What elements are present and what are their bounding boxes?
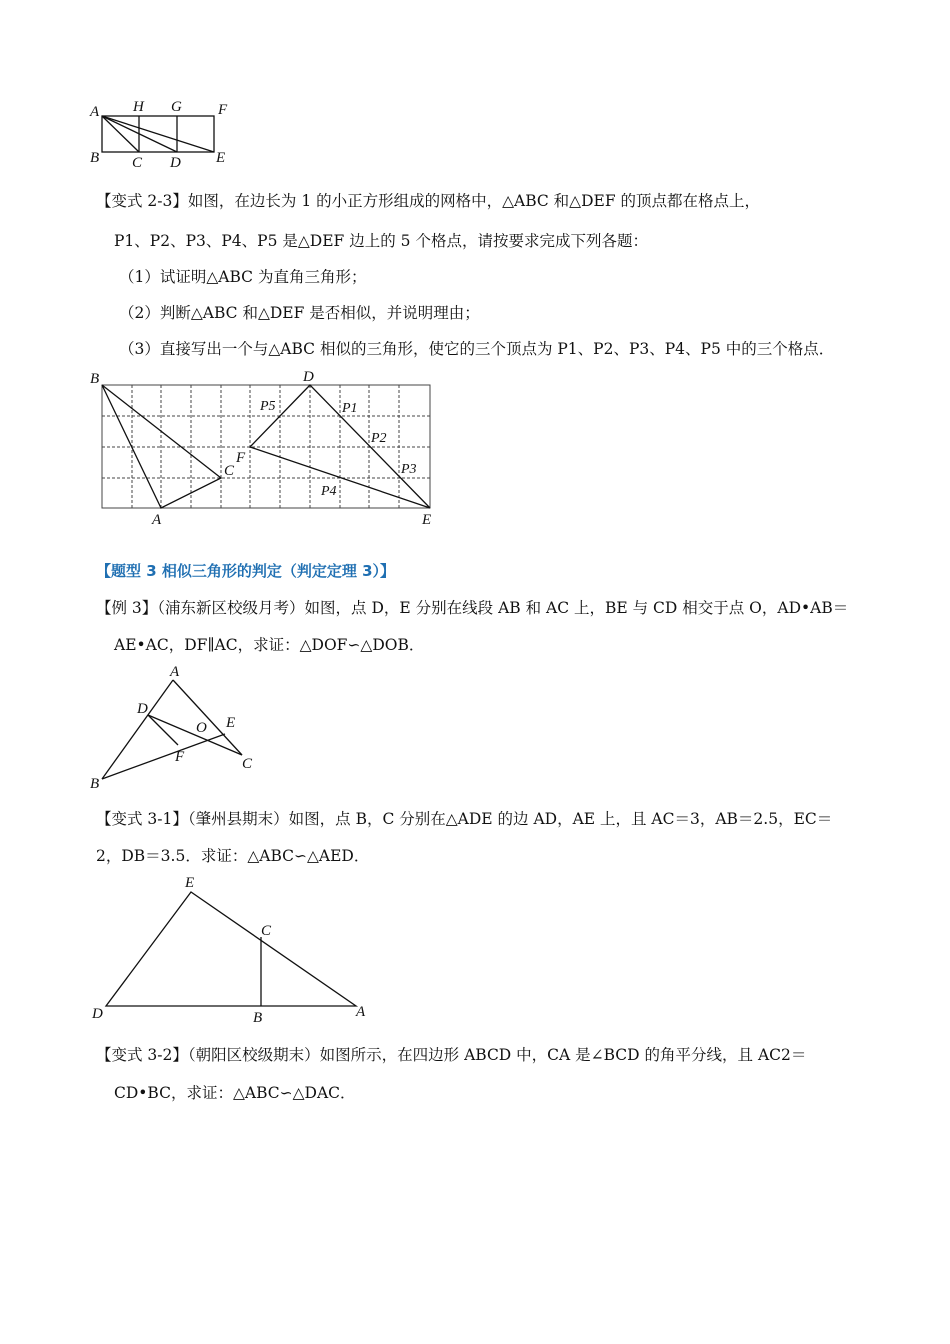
variant-text: 如图，在边长为 1 的小正方形组成的网格中，△ABC 和△DEF 的顶点都在格点上，: [187, 192, 761, 210]
label-C: C: [242, 756, 253, 772]
label-E: E: [185, 875, 195, 891]
question-2: （2）判断△ABC 和△DEF 是否相似，并说明理由；: [119, 304, 480, 322]
figure-grid-triangles: [86, 362, 446, 532]
example-3-line2: AE•AC，DF∥AC，求证：△DOF∽△DOB．: [114, 636, 425, 654]
question-3: （3）直接写出一个与△ABC 相似的三角形，使它的三个顶点为 P1、P2、P3、P4、P5 中的三个格点．: [119, 340, 835, 358]
segment-BE: [102, 734, 225, 779]
label-E: E: [226, 715, 236, 731]
label-D: D: [92, 1006, 103, 1022]
figure-triangle-DOF: [86, 662, 276, 792]
label-A: A: [90, 104, 100, 120]
variant-2-3-line1: [96, 190, 866, 212]
label-D: D: [170, 155, 181, 171]
label-F: F: [236, 450, 246, 466]
label-P1: P1: [342, 401, 358, 416]
label-A: A: [152, 512, 162, 528]
label-O: O: [196, 720, 207, 736]
variant-tag: 【变式 2-3】: [96, 192, 188, 210]
label-C: C: [261, 923, 272, 939]
label-C: C: [132, 155, 143, 171]
label-P3: P3: [401, 462, 417, 477]
label-P5: P5: [260, 399, 276, 414]
label-C: C: [224, 463, 235, 479]
label-F: F: [175, 749, 185, 765]
label-D: D: [303, 369, 314, 385]
label-B: B: [90, 371, 100, 387]
label-G: G: [171, 99, 182, 115]
segment-DF: [148, 715, 178, 745]
label-B: B: [253, 1010, 263, 1026]
label-P4: P4: [321, 484, 337, 499]
variant-2-3-line2: P1、P2、P3、P4、P5 是△DEF 边上的 5 个格点，请按要求完成下列各题：: [114, 232, 648, 250]
example-3-line1: 【例 3】（浦东新区校级月考）如图，点 D，E 分别在线段 AB 和 AC 上，BE 与 CD 相交于点 O，AD•AB＝: [96, 599, 849, 617]
label-A: A: [356, 1004, 366, 1020]
label-F: F: [218, 102, 228, 118]
label-B: B: [90, 150, 100, 166]
variant-3-1-line1: 【变式 3-1】（肇州县期末）如图，点 B，C 分别在△ADE 的边 AD，AE 上，且 AC＝3，AB＝2.5，EC＝: [96, 810, 833, 828]
label-E: E: [216, 150, 226, 166]
figure-triangle-ADE: [86, 870, 376, 1028]
variant-3-1-line2: 2，DB＝3.5．求证：△ABC∽△AED．: [96, 847, 370, 865]
variant-3-2-line1: 【变式 3-2】（朝阳区校级期末）如图所示，在四边形 ABCD 中，CA 是∠BCD 的角平分线，且 AC2＝: [96, 1046, 807, 1064]
section-heading: 【题型 3 相似三角形的判定（判定定理 3）】: [96, 562, 396, 580]
label-B: B: [90, 776, 100, 792]
label-H: H: [133, 99, 144, 115]
segment-AE: [102, 116, 214, 152]
label-D: D: [137, 701, 148, 717]
label-P2: P2: [371, 431, 387, 446]
label-E: E: [422, 512, 432, 528]
variant-3-2-line2: CD•BC，求证：△ABC∽△DAC．: [114, 1084, 356, 1102]
label-A: A: [170, 664, 180, 680]
question-1: （1）试证明△ABC 为直角三角形；: [119, 268, 367, 286]
figure-rectangle-grid: [86, 94, 236, 172]
triangle-ADE: [106, 892, 356, 1006]
